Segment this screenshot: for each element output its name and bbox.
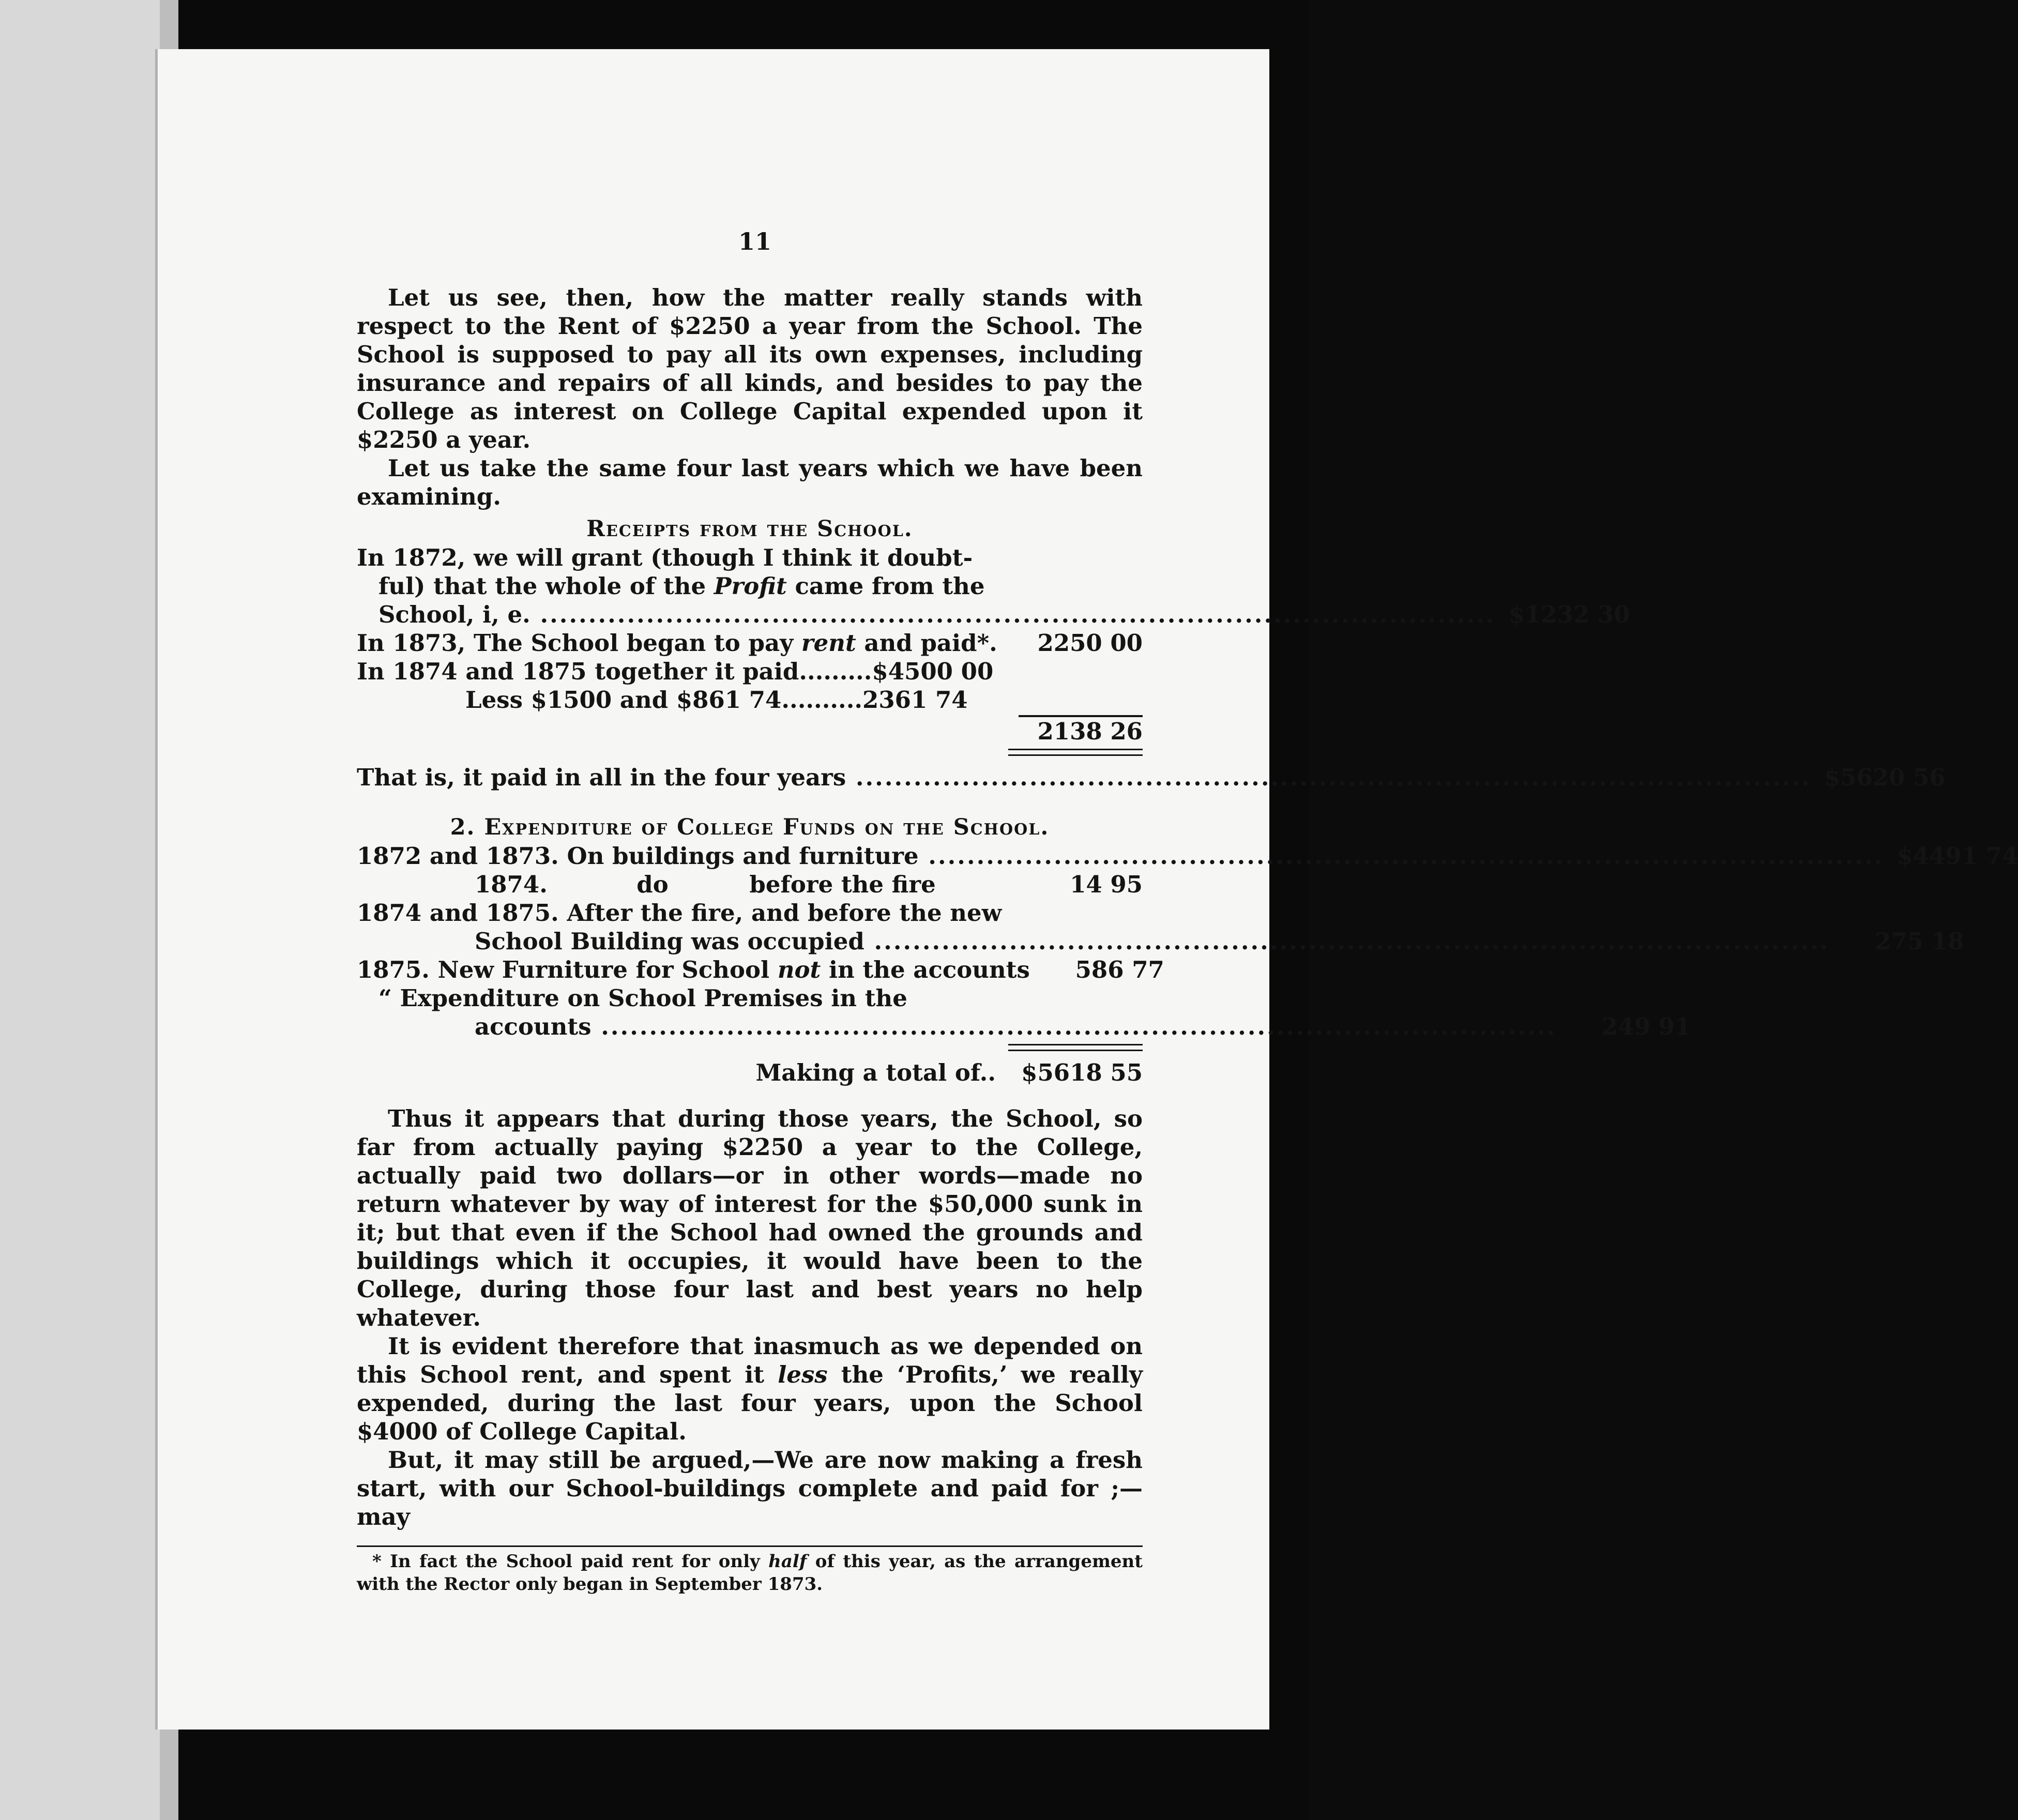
- section-gap-2: [357, 1087, 1143, 1104]
- paragraph-argued: But, it may still be argued,—We are now making a fresh start, with our School-buildings complete and paid for ;—may: [357, 1446, 1143, 1530]
- page-number: 11: [738, 228, 771, 255]
- expenditure-heading: 2. Expenditure of College Funds on the School.: [450, 814, 1050, 840]
- expenditure-row-1872-1873: [357, 842, 2018, 870]
- paragraph-conclusion: Thus it appears that during those years, the School, so far from actually paying $2250 a year to the College, actually paid two dollars—or in other words—made no return whatever by way of interest for the $50,000 sunk in it; but that even if the School had owned the grounds and buildings which it occupies, it would have been to the College, during those four last and best years no help whatever.: [357, 1105, 1143, 1331]
- receipts-1873-text-a: In 1873, The School began to pay: [357, 629, 801, 657]
- expenditure-row-occupied: [357, 927, 1964, 956]
- paragraph-rent-intro: Let us see, then, how the matter really stands with respect to the Rent of $2250 a year from the School. The School is supposed to pay all its own expenses, including insurance and repairs of all kinds, and besides to pay the College as interest on College Capital expended upon it $2250 a year.: [357, 284, 1143, 453]
- expenditure-line-furniture: [357, 956, 1030, 984]
- receipts-row-profit: [357, 572, 1143, 600]
- expenditure-row-total: [357, 1058, 1143, 1087]
- receipts-line-school-ie: School, i, e. .....: [378, 600, 1495, 629]
- expenditure-total-amount: $5618 55: [1021, 1059, 1143, 1086]
- expenditure-row-1874: [357, 870, 1143, 899]
- footnote-rule: [357, 1545, 1143, 1547]
- receipts-row-total: [357, 763, 1946, 792]
- receipts-profit-text-a: ful) that the whole of the: [378, 572, 714, 600]
- receipts-line-1874-1875: In 1874 and 1875 together it paid.........: [357, 658, 872, 685]
- receipts-line-less: Less $1500 and $861 74..........: [465, 686, 863, 714]
- paragraph-evident-text-b: the ‘Profits,’ we really expended, during the last four years, upon the School $4000 of College Capital.: [357, 1361, 1143, 1445]
- receipts-total-rule: [1008, 749, 1143, 756]
- receipts-amount-1872: $1232 30: [1508, 601, 1630, 628]
- expenditure-line-occupied: School Building was occupied .....: [475, 927, 1830, 956]
- receipts-row-school-ie: [357, 600, 1630, 629]
- expenditure-row-accounts: [357, 1012, 1691, 1041]
- receipts-heading: Receipts from the School.: [586, 516, 913, 542]
- paragraph-evident-text-a: It is evident therefore that inasmuch as we depended on this School rent, and spent it: [357, 1332, 1143, 1388]
- receipts-profit-emphasis: Profit: [714, 572, 787, 600]
- receipts-amount-net: 2138 26: [1037, 718, 1143, 745]
- expenditure-row-premises: [357, 984, 1143, 1012]
- expenditure-furniture-text-b: in the accounts: [821, 956, 1030, 983]
- expenditure-total-rule: [1008, 1044, 1143, 1051]
- expenditure-furniture-text-a: 1875. New Furniture for School: [357, 956, 778, 983]
- receipts-total-amount: $5620 56: [1824, 764, 1946, 791]
- expenditure-line-accounts: accounts .....: [475, 1012, 1556, 1041]
- receipts-amount-1873: 2250 00: [1037, 629, 1143, 657]
- footnote: [357, 1550, 1143, 1596]
- paragraph-four-years: Let us take the same four last years which we have been examining.: [357, 454, 1143, 510]
- paragraph-evident: [357, 1332, 1143, 1446]
- left-page-edge: [0, 0, 178, 1820]
- expenditure-table: [357, 842, 2018, 1087]
- receipts-total-label: That is, it paid in all in the four years .....: [357, 763, 1811, 792]
- expenditure-amount-buildings: $4491 74: [1896, 842, 2018, 870]
- expenditure-furniture-emphasis: not: [777, 956, 821, 983]
- receipts-subamount-less: 2361 74: [862, 686, 968, 714]
- expenditure-line-before-fire: 1874. do before the fire: [475, 871, 936, 898]
- receipts-1873-text-b: and paid*.: [856, 629, 997, 657]
- expenditure-amount-furniture: 586 77: [1075, 956, 1164, 983]
- expenditure-line-buildings: 1872 and 1873. On buildings and furniture .....: [357, 842, 1884, 870]
- receipts-subamount-paid: $4500 00: [872, 658, 994, 685]
- receipts-row-1873: [357, 629, 1143, 657]
- expenditure-amount-accounts: 249 91: [1601, 1013, 1691, 1040]
- expenditure-line-premises: “ Expenditure on School Premises in the: [378, 984, 907, 1012]
- expenditure-line-after-fire: 1874 and 1875. After the fire, and before the new: [357, 899, 1002, 927]
- receipts-row-less: [357, 686, 1143, 714]
- receipts-line-profit: [378, 572, 1143, 600]
- receipts-table: [357, 543, 1946, 792]
- receipts-row-1874-1875: [357, 657, 1143, 686]
- page-body: [357, 222, 2018, 1613]
- expenditure-amount-occupied: 275 18: [1875, 928, 1964, 955]
- receipts-line-1873: [357, 629, 1008, 657]
- paragraph-evident-emphasis: less: [778, 1361, 828, 1388]
- expenditure-amount-before-fire: 14 95: [1070, 871, 1143, 898]
- receipts-1873-emphasis: rent: [801, 629, 856, 657]
- receipts-row-1872: [357, 543, 1143, 572]
- expenditure-row-furniture: [357, 956, 1164, 984]
- footnote-text-b: of this year, as the arrangement with the Rector only began in September 1873.: [357, 1551, 1143, 1595]
- receipts-profit-text-b: came from the: [786, 572, 985, 600]
- footnote-emphasis: half: [768, 1551, 807, 1572]
- receipts-row-net: [357, 717, 1143, 746]
- footnote-text-a: * In fact the School paid rent for only: [372, 1551, 769, 1572]
- expenditure-total-label: Making a total of..: [755, 1059, 996, 1086]
- section-gap: [357, 792, 1143, 809]
- receipts-line-1872: In 1872, we will grant (though I think it doubt-: [357, 544, 973, 571]
- expenditure-row-after-fire: [357, 899, 1143, 927]
